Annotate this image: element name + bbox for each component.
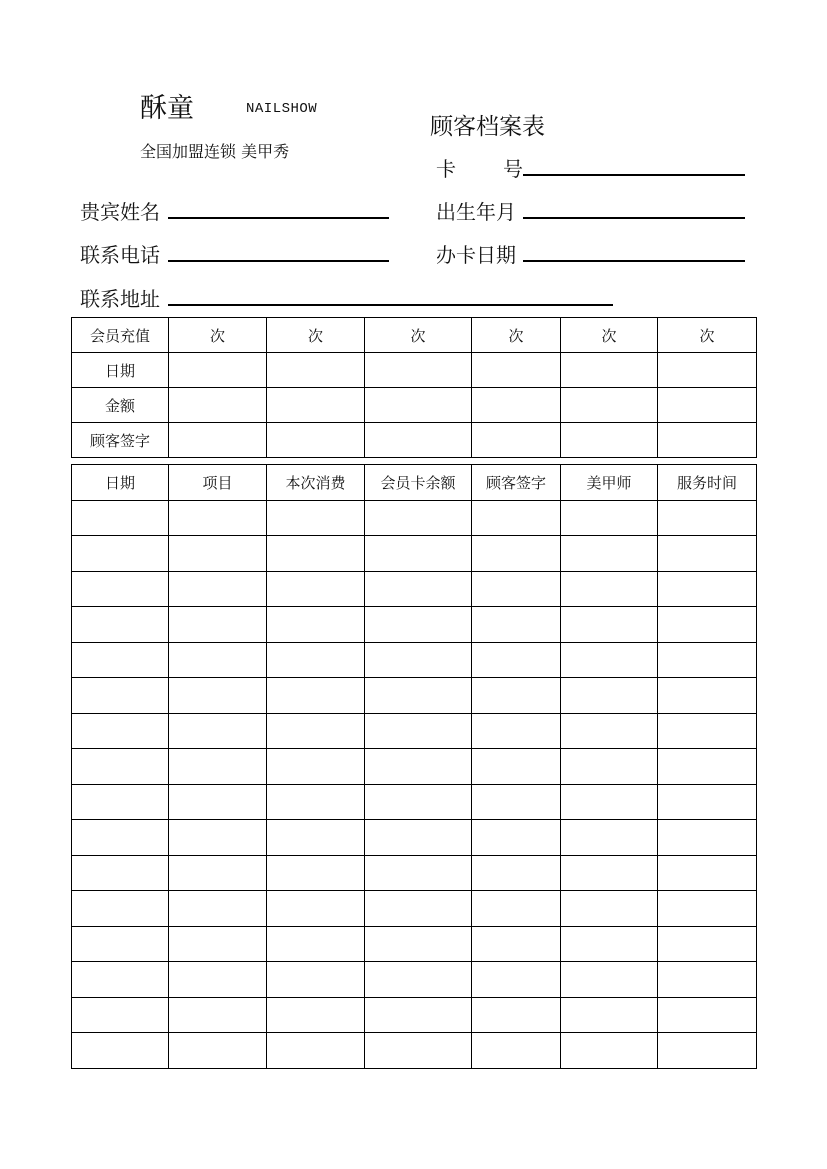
table-cell[interactable] bbox=[72, 820, 169, 856]
address-label: 联系地址 bbox=[80, 287, 160, 311]
table-cell[interactable] bbox=[72, 749, 169, 785]
table-row bbox=[72, 891, 757, 927]
table-cell[interactable] bbox=[658, 891, 757, 927]
table-cell[interactable] bbox=[365, 962, 472, 998]
table-cell[interactable] bbox=[169, 926, 267, 962]
input-cell[interactable] bbox=[658, 423, 757, 458]
input-cell[interactable] bbox=[472, 423, 561, 458]
column-header: 项目 bbox=[169, 465, 267, 501]
table-cell[interactable] bbox=[658, 1033, 757, 1069]
input-cell[interactable] bbox=[472, 388, 561, 423]
table-cell[interactable] bbox=[169, 713, 267, 749]
table-row bbox=[72, 962, 757, 998]
recharge-table bbox=[71, 317, 757, 458]
table-cell[interactable] bbox=[658, 500, 757, 536]
table-cell[interactable] bbox=[169, 784, 267, 820]
table-cell[interactable] bbox=[267, 642, 365, 678]
input-cell[interactable] bbox=[169, 423, 267, 458]
table-cell[interactable] bbox=[169, 962, 267, 998]
table-cell[interactable] bbox=[169, 642, 267, 678]
table-cell[interactable] bbox=[365, 642, 472, 678]
table-cell[interactable] bbox=[365, 713, 472, 749]
table-cell[interactable] bbox=[72, 500, 169, 536]
table-cell[interactable] bbox=[365, 855, 472, 891]
table-cell[interactable] bbox=[472, 642, 561, 678]
phone-label: 联系电话 bbox=[80, 243, 160, 267]
table-row bbox=[72, 713, 757, 749]
guest-name-field[interactable] bbox=[168, 217, 389, 219]
table-cell[interactable] bbox=[267, 678, 365, 714]
table-cell[interactable] bbox=[267, 713, 365, 749]
table-row bbox=[72, 678, 757, 714]
table-cell[interactable] bbox=[658, 536, 757, 572]
table-cell[interactable] bbox=[561, 571, 658, 607]
table-cell[interactable] bbox=[267, 855, 365, 891]
table-cell[interactable] bbox=[72, 997, 169, 1033]
input-cell[interactable] bbox=[267, 353, 365, 388]
table-cell[interactable] bbox=[267, 962, 365, 998]
table-cell[interactable] bbox=[267, 926, 365, 962]
guest-name-label: 贵宾姓名 bbox=[80, 200, 160, 224]
table-cell[interactable] bbox=[472, 749, 561, 785]
table-row bbox=[72, 1033, 757, 1069]
times-cell: 次 bbox=[658, 318, 757, 353]
service-record-table bbox=[71, 464, 757, 1069]
table-cell[interactable] bbox=[72, 926, 169, 962]
table-cell[interactable] bbox=[472, 678, 561, 714]
table-cell[interactable] bbox=[658, 820, 757, 856]
input-cell[interactable] bbox=[658, 353, 757, 388]
input-cell[interactable] bbox=[267, 388, 365, 423]
table-cell[interactable] bbox=[72, 962, 169, 998]
document-title: 顾客档案表 bbox=[430, 114, 545, 140]
table-cell[interactable] bbox=[365, 820, 472, 856]
table-cell[interactable] bbox=[72, 713, 169, 749]
table-row bbox=[72, 571, 757, 607]
table-cell[interactable] bbox=[72, 571, 169, 607]
table-cell[interactable] bbox=[169, 997, 267, 1033]
table-cell[interactable] bbox=[72, 784, 169, 820]
table-cell[interactable] bbox=[472, 820, 561, 856]
card-date-label: 办卡日期 bbox=[436, 243, 516, 267]
table-cell[interactable] bbox=[267, 784, 365, 820]
table-cell[interactable] bbox=[472, 891, 561, 927]
input-cell[interactable] bbox=[561, 423, 658, 458]
table-cell[interactable] bbox=[561, 1033, 658, 1069]
table-row bbox=[72, 749, 757, 785]
table-cell[interactable] bbox=[561, 962, 658, 998]
column-header: 美甲师 bbox=[561, 465, 658, 501]
table-cell[interactable] bbox=[561, 536, 658, 572]
table-cell[interactable] bbox=[72, 642, 169, 678]
table-cell[interactable] bbox=[365, 536, 472, 572]
table-cell[interactable] bbox=[658, 784, 757, 820]
card-date-field[interactable] bbox=[523, 260, 745, 262]
brand-name-en: NAILSHOW bbox=[246, 101, 318, 117]
table-cell[interactable] bbox=[365, 749, 472, 785]
table-cell[interactable] bbox=[561, 713, 658, 749]
service-table-body bbox=[72, 500, 757, 1068]
table-cell[interactable] bbox=[72, 678, 169, 714]
table-cell[interactable] bbox=[472, 536, 561, 572]
table-cell[interactable] bbox=[169, 500, 267, 536]
table-row bbox=[72, 536, 757, 572]
table-cell[interactable] bbox=[169, 820, 267, 856]
card-number-label-2: 号 bbox=[503, 157, 523, 181]
birth-label: 出生年月 bbox=[436, 200, 516, 224]
table-row bbox=[72, 820, 757, 856]
input-cell[interactable] bbox=[365, 423, 472, 458]
table-cell[interactable] bbox=[472, 713, 561, 749]
table-cell[interactable] bbox=[72, 891, 169, 927]
table-cell[interactable] bbox=[169, 571, 267, 607]
brand-name-cn: 酥童 bbox=[140, 93, 194, 124]
recharge-row bbox=[72, 318, 757, 353]
table-cell[interactable] bbox=[561, 784, 658, 820]
table-cell[interactable] bbox=[561, 926, 658, 962]
recharge-date-row bbox=[72, 353, 757, 388]
recharge-row-label: 金额 bbox=[72, 388, 169, 423]
card-number-label-1: 卡 bbox=[436, 157, 456, 181]
table-cell[interactable] bbox=[365, 571, 472, 607]
table-cell[interactable] bbox=[267, 607, 365, 643]
table-cell[interactable] bbox=[561, 749, 658, 785]
table-cell[interactable] bbox=[658, 678, 757, 714]
table-cell[interactable] bbox=[267, 571, 365, 607]
input-cell[interactable] bbox=[169, 353, 267, 388]
input-cell[interactable] bbox=[561, 388, 658, 423]
table-cell[interactable] bbox=[658, 713, 757, 749]
table-cell[interactable] bbox=[169, 855, 267, 891]
table-cell[interactable] bbox=[658, 926, 757, 962]
phone-field[interactable] bbox=[168, 260, 389, 262]
table-cell[interactable] bbox=[472, 500, 561, 536]
table-cell[interactable] bbox=[365, 997, 472, 1033]
input-cell[interactable] bbox=[472, 353, 561, 388]
column-header: 服务时间 bbox=[658, 465, 757, 501]
table-cell[interactable] bbox=[365, 500, 472, 536]
table-cell[interactable] bbox=[658, 855, 757, 891]
table-cell[interactable] bbox=[472, 607, 561, 643]
table-row bbox=[72, 500, 757, 536]
table-cell[interactable] bbox=[658, 607, 757, 643]
table-cell[interactable] bbox=[365, 784, 472, 820]
table-row bbox=[72, 855, 757, 891]
table-cell[interactable] bbox=[561, 997, 658, 1033]
input-cell[interactable] bbox=[365, 388, 472, 423]
table-cell[interactable] bbox=[561, 855, 658, 891]
column-header: 日期 bbox=[72, 465, 169, 501]
card-number-field[interactable] bbox=[523, 174, 745, 176]
column-header: 会员卡余额 bbox=[365, 465, 472, 501]
table-row bbox=[72, 607, 757, 643]
table-cell[interactable] bbox=[169, 678, 267, 714]
table-cell[interactable] bbox=[561, 678, 658, 714]
column-header: 顾客签字 bbox=[472, 465, 561, 501]
table-cell[interactable] bbox=[472, 997, 561, 1033]
table-cell[interactable] bbox=[72, 855, 169, 891]
address-field[interactable] bbox=[168, 304, 613, 306]
table-cell[interactable] bbox=[658, 642, 757, 678]
table-cell[interactable] bbox=[472, 1033, 561, 1069]
column-header: 本次消费 bbox=[267, 465, 365, 501]
table-cell[interactable] bbox=[267, 997, 365, 1033]
table-cell[interactable] bbox=[169, 891, 267, 927]
table-cell[interactable] bbox=[472, 784, 561, 820]
times-cell: 次 bbox=[561, 318, 658, 353]
times-cell: 次 bbox=[472, 318, 561, 353]
recharge-row-label: 顾客签字 bbox=[72, 423, 169, 458]
table-cell[interactable] bbox=[561, 607, 658, 643]
input-cell[interactable] bbox=[365, 353, 472, 388]
table-row bbox=[72, 926, 757, 962]
table-cell[interactable] bbox=[561, 500, 658, 536]
recharge-row-label: 会员充值 bbox=[72, 318, 169, 353]
table-cell[interactable] bbox=[658, 962, 757, 998]
table-cell[interactable] bbox=[267, 820, 365, 856]
recharge-amount-row bbox=[72, 388, 757, 423]
table-cell[interactable] bbox=[365, 678, 472, 714]
table-cell[interactable] bbox=[365, 926, 472, 962]
table-cell[interactable] bbox=[365, 1033, 472, 1069]
brand-slogan: 全国加盟连锁 美甲秀 bbox=[140, 142, 290, 161]
table-cell[interactable] bbox=[267, 749, 365, 785]
table-cell[interactable] bbox=[365, 607, 472, 643]
table-cell[interactable] bbox=[365, 891, 472, 927]
table-cell[interactable] bbox=[267, 891, 365, 927]
table-cell[interactable] bbox=[658, 749, 757, 785]
input-cell[interactable] bbox=[561, 353, 658, 388]
birth-field[interactable] bbox=[523, 217, 745, 219]
table-cell[interactable] bbox=[169, 749, 267, 785]
times-cell: 次 bbox=[267, 318, 365, 353]
table-cell[interactable] bbox=[472, 926, 561, 962]
table-cell[interactable] bbox=[169, 1033, 267, 1069]
table-cell[interactable] bbox=[72, 536, 169, 572]
table-cell[interactable] bbox=[169, 607, 267, 643]
table-cell[interactable] bbox=[561, 891, 658, 927]
table-cell[interactable] bbox=[267, 536, 365, 572]
table-cell[interactable] bbox=[169, 536, 267, 572]
recharge-row-label: 日期 bbox=[72, 353, 169, 388]
table-cell[interactable] bbox=[267, 500, 365, 536]
table-cell[interactable] bbox=[72, 607, 169, 643]
table-cell[interactable] bbox=[267, 1033, 365, 1069]
table-cell[interactable] bbox=[472, 571, 561, 607]
input-cell[interactable] bbox=[169, 388, 267, 423]
table-cell[interactable] bbox=[472, 962, 561, 998]
table-cell[interactable] bbox=[561, 820, 658, 856]
table-row bbox=[72, 997, 757, 1033]
input-cell[interactable] bbox=[267, 423, 365, 458]
table-row bbox=[72, 642, 757, 678]
table-cell[interactable] bbox=[72, 1033, 169, 1069]
table-cell[interactable] bbox=[561, 642, 658, 678]
table-cell[interactable] bbox=[472, 855, 561, 891]
table-row bbox=[72, 784, 757, 820]
service-header-row bbox=[72, 465, 757, 501]
times-cell: 次 bbox=[169, 318, 267, 353]
table-cell[interactable] bbox=[658, 997, 757, 1033]
table-cell[interactable] bbox=[658, 571, 757, 607]
recharge-signature-row bbox=[72, 423, 757, 458]
times-cell: 次 bbox=[365, 318, 472, 353]
input-cell[interactable] bbox=[658, 388, 757, 423]
